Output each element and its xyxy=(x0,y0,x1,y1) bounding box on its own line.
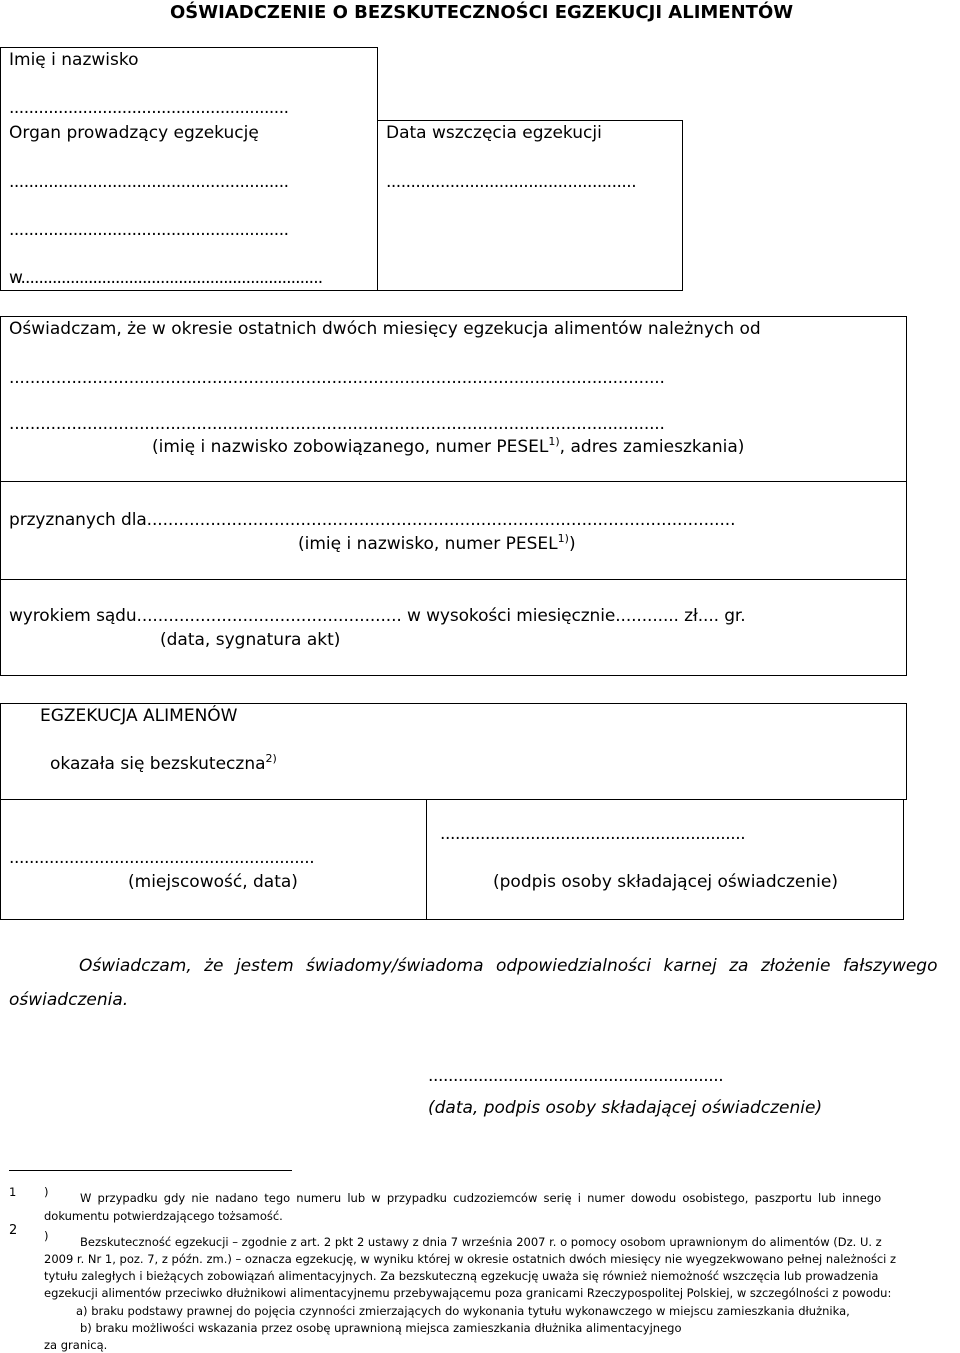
footnote-2-number: 2 xyxy=(9,1223,18,1238)
footnote-2-line-2: 2009 r. Nr 1, poz. 7, z późn. zm.) – oznacza egzekucję, w wyniku której w okresie ostatnich dwóch miesięcy nie wyegzekwowano pełnej należności z xyxy=(44,1252,897,1266)
section-creditor-box xyxy=(0,481,907,580)
debtor-dots-1: .............................................................................................................................. xyxy=(9,368,665,388)
signature-caption: (podpis osoby składającej oświadczenie) xyxy=(493,872,838,892)
section-debtor-box xyxy=(0,316,907,482)
ineffective-text: okazała się bezskuteczna$^{2)}$ xyxy=(50,752,277,774)
footnote-separator xyxy=(9,1170,292,1171)
court-text: wyrokiem sądu.................................................. w wysokości miesięcznie............ zł.... gr. xyxy=(9,606,746,626)
footnote-1-number: 1 xyxy=(9,1185,17,1199)
declaration-line-2: oświadczenia. xyxy=(9,990,129,1010)
name-label: Imię i nazwisko xyxy=(9,50,139,70)
debtor-caption: (imię i nazwisko zobowiązanego, numer PESEL$^{1)}$, adres zamieszkania) xyxy=(152,435,745,457)
footnote-2-line-3: tytułu zaległych i bieżących zobowiązań alimentacyjnych. Za bezskuteczną egzekucję uważa się również niemożność wszczęcia lub prowadzenia xyxy=(44,1269,879,1283)
footnote-2-item-b: b) braku możliwości wskazania przez osobę uprawnioną miejsca zamieszkania dłużnika alimentacyjnego xyxy=(80,1321,682,1335)
place-date-caption: (miejscowość, data) xyxy=(128,872,298,892)
footnote-ref-2: 2) xyxy=(265,752,277,765)
organ-field-dots-1: ......................................................... xyxy=(9,172,289,192)
signature-dots: ............................................................. xyxy=(440,824,746,844)
debtor-dots-2: .............................................................................................................................. xyxy=(9,414,665,434)
section-date-box xyxy=(377,120,683,291)
name-field-dots: ......................................................... xyxy=(9,98,289,118)
creditor-caption: (imię i nazwisko, numer PESEL$^{1)}$) xyxy=(298,532,576,554)
footnote-1-paren: ) xyxy=(44,1185,49,1199)
creditor-text: przyznanych dla............................................................................................................... xyxy=(9,510,736,530)
page-title: OŚWIADCZENIE O BEZSKUTECZNOŚCI EGZEKUCJI ALIMENTÓW xyxy=(170,2,794,23)
section-signature-box xyxy=(426,799,904,920)
section-court-box xyxy=(0,579,907,676)
footnote-2-line-1: Bezskuteczność egzekucji – zgodnie z art. 2 pkt 2 ustawy z dnia 7 września 2007 r. o pomocy osobom uprawnionym do alimentów (Dz. U. z xyxy=(80,1235,882,1249)
declaration-signature-dots: ........................................................... xyxy=(428,1066,724,1086)
start-date-dots: ................................................... xyxy=(386,172,637,192)
section-name-organ-box xyxy=(0,47,378,291)
footnote-ref-1: 1) xyxy=(548,435,560,448)
court-caption: (data, sygnatura akt) xyxy=(160,630,341,650)
footnote-ref-1b: 1) xyxy=(557,532,569,545)
footnote-2-line-4: egzekucji alimentów przeciwko dłużnikowi alimentacyjnemu przebywającemu poza granicami Rzeczypospolitej Polskiej, w szczególności z powodu: xyxy=(44,1286,892,1300)
start-date-label: Data wszczęcia egzekucji xyxy=(386,123,602,143)
ineffective-heading: EGZEKUCJA ALIMENÓW xyxy=(40,706,238,726)
organ-location-dots: w................................................................... xyxy=(9,268,323,288)
place-date-dots: ............................................................. xyxy=(9,848,315,868)
footnote-1-line-1: W przypadku gdy nie nadano tego numeru lub w przypadku cudzoziemców serię i numer dowodu osobistego, paszportu lub innego xyxy=(80,1191,882,1205)
footnote-2-item-b-cont: za granicą. xyxy=(44,1338,108,1352)
debtor-statement-text: Oświadczam, że w okresie ostatnich dwóch miesięcy egzekucja alimentów należnych od xyxy=(9,319,761,339)
declaration-line-1: Oświadczam, że jestem świadomy/świadoma odpowiedzialności karnej za złożenie fałszywego xyxy=(79,956,938,976)
footnote-2-paren: ) xyxy=(44,1229,49,1243)
footnote-2-item-a: a) braku podstawy prawnej do pojęcia czynności zmierzających do wykonania tytułu wykonawczego w miejscu zamieszkania dłużnika, xyxy=(76,1304,850,1318)
organ-label: Organ prowadzący egzekucję xyxy=(9,123,259,143)
footnote-1-line-2: dokumentu potwierdzającego tożsamość. xyxy=(44,1209,283,1223)
declaration-signature-caption: (data, podpis osoby składającej oświadczenie) xyxy=(428,1098,823,1118)
organ-field-dots-2: ......................................................... xyxy=(9,220,289,240)
